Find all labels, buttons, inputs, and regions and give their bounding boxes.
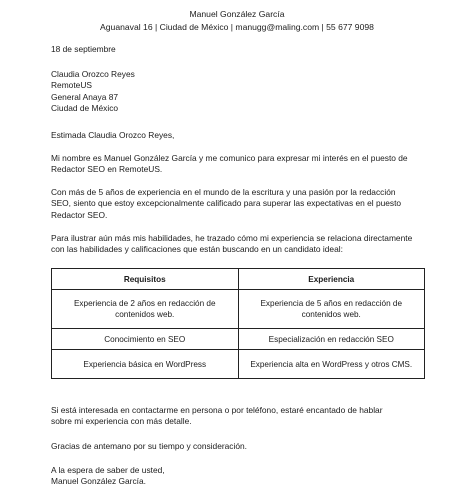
sender-contact: Aguanaval 16 | Ciudad de México | manugg@maling.com | 55 677 9098 — [100, 22, 374, 32]
table-header-requirements: Requisitos — [52, 269, 239, 290]
recipient-company: RemoteUS — [51, 80, 92, 91]
paragraph-intro — [51, 153, 423, 176]
paragraph-line: sobre mi experiencia con más detalle. — [51, 416, 192, 427]
paragraph-contact — [51, 405, 423, 428]
recipient-block — [51, 69, 423, 115]
table-cell: Experiencia de 2 años en redacción de contenidos web. — [52, 290, 239, 329]
signoff-block — [51, 465, 423, 488]
signature-name: Manuel González García. — [51, 476, 146, 487]
table-row — [52, 329, 425, 350]
paragraph-line: Mi nombre es Manuel González García y me comunico para expresar mi interés en el puesto de — [51, 153, 408, 163]
paragraph-table-intro — [51, 233, 423, 256]
table-cell: Conocimiento en SEO — [52, 329, 239, 350]
table-row — [52, 350, 425, 379]
table-cell: Experiencia básica en WordPress — [52, 350, 239, 379]
paragraph-experience — [51, 187, 423, 221]
paragraph-line: Redactor SEO. — [51, 209, 108, 220]
letter-header — [0, 8, 474, 34]
paragraph-line: Redactor SEO en RemoteUS. — [51, 164, 163, 175]
signoff: A la espera de saber de usted, — [51, 465, 165, 475]
paragraph-line: Para ilustrar aún más mis habilidades, he trazado cómo mi experiencia se relaciona directamente — [51, 233, 413, 243]
table-cell: Experiencia de 5 años en redacción de contenidos web. — [238, 290, 425, 329]
paragraph-line: Con más de 5 años de experiencia en el mundo de la escritura y una pasión por la redacción — [51, 187, 396, 197]
requirements-table — [51, 268, 425, 379]
table-header-row — [52, 269, 425, 290]
table-row — [52, 290, 425, 329]
recipient-name: Claudia Orozco Reyes — [51, 69, 135, 79]
salutation: Estimada Claudia Orozco Reyes, — [51, 130, 175, 140]
paragraph-line: Si está interesada en contactarme en persona o por teléfono, estaré encantado de hablar — [51, 405, 383, 415]
letter-date: 18 de septiembre — [51, 44, 116, 54]
table-header-experience: Experiencia — [238, 269, 425, 290]
paragraph-line: SEO, siento que estoy excepcionalmente calificado para superar las expectativas en el puesto — [51, 198, 402, 209]
sender-name: Manuel González García — [189, 9, 285, 19]
paragraph-line: con las habilidades y calificaciones que están buscando en un candidato ideal: — [51, 244, 343, 255]
recipient-street: General Anaya 87 — [51, 91, 119, 102]
recipient-city: Ciudad de México — [51, 103, 119, 114]
table-cell: Experiencia alta en WordPress y otros CMS. — [238, 350, 425, 379]
thanks-line: Gracias de antemano por su tiempo y consideración. — [51, 441, 247, 451]
table-cell: Especialización en redacción SEO — [238, 329, 425, 350]
